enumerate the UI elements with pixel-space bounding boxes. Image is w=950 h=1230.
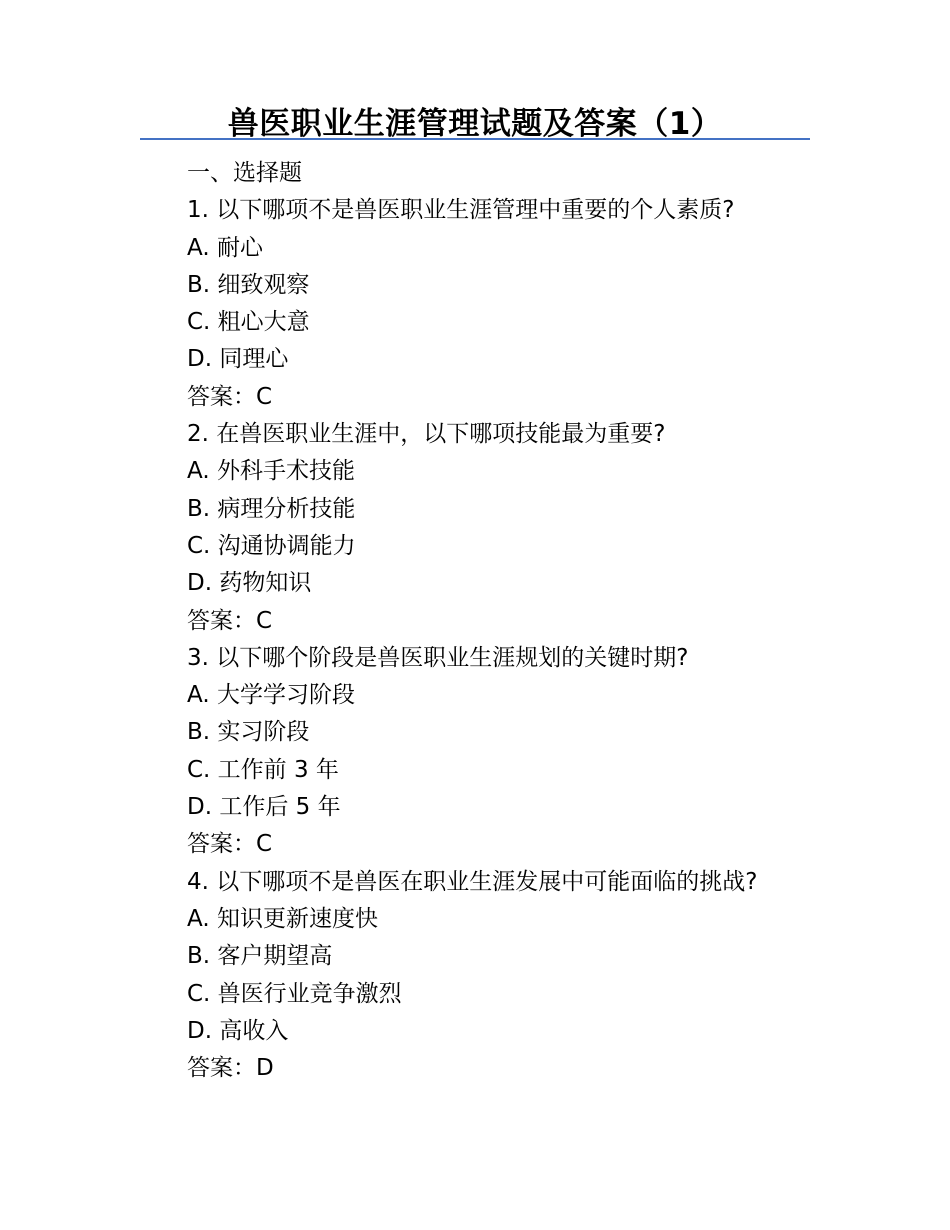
document-title: 兽医职业生涯管理试题及答案（1）	[227, 106, 723, 142]
option-a: A. 大学学习阶段	[187, 682, 355, 709]
option-b: B. 客户期望高	[187, 943, 333, 970]
option-d: D. 同理心	[187, 346, 289, 373]
answer-line: 答案：C	[187, 607, 273, 634]
answer-line: 答案：D	[187, 1055, 274, 1082]
option-a: A. 外科手术技能	[187, 458, 355, 485]
question-block-4	[187, 864, 827, 1088]
question-block-3	[187, 640, 827, 864]
option-c: C. 沟通协调能力	[187, 532, 356, 559]
title-underline	[140, 138, 810, 140]
question-block-1	[187, 192, 827, 416]
question-block-2	[187, 416, 827, 640]
option-c: C. 兽医行业竞争激烈	[187, 980, 402, 1007]
answer-line: 答案：C	[187, 383, 273, 410]
document-body	[187, 155, 827, 1087]
section-heading: 一、选择题	[187, 160, 302, 186]
question-text: 2. 在兽医职业生涯中，以下哪项技能最为重要?	[187, 421, 666, 448]
option-d: D. 工作后 5 年	[187, 794, 341, 821]
option-c: C. 粗心大意	[187, 309, 310, 336]
option-a: A. 耐心	[187, 234, 263, 261]
option-b: B. 细致观察	[187, 271, 310, 298]
answer-line: 答案：C	[187, 831, 273, 858]
question-text: 4. 以下哪项不是兽医在职业生涯发展中可能面临的挑战?	[187, 868, 758, 895]
option-d: D. 高收入	[187, 1017, 289, 1044]
option-b: B. 实习阶段	[187, 719, 310, 746]
option-b: B. 病理分析技能	[187, 495, 356, 522]
question-text: 3. 以下哪个阶段是兽医职业生涯规划的关键时期?	[187, 644, 689, 671]
option-d: D. 药物知识	[187, 570, 312, 597]
question-text: 1. 以下哪项不是兽医职业生涯管理中重要的个人素质?	[187, 197, 735, 224]
option-a: A. 知识更新速度快	[187, 905, 378, 932]
option-c: C. 工作前 3 年	[187, 756, 339, 783]
